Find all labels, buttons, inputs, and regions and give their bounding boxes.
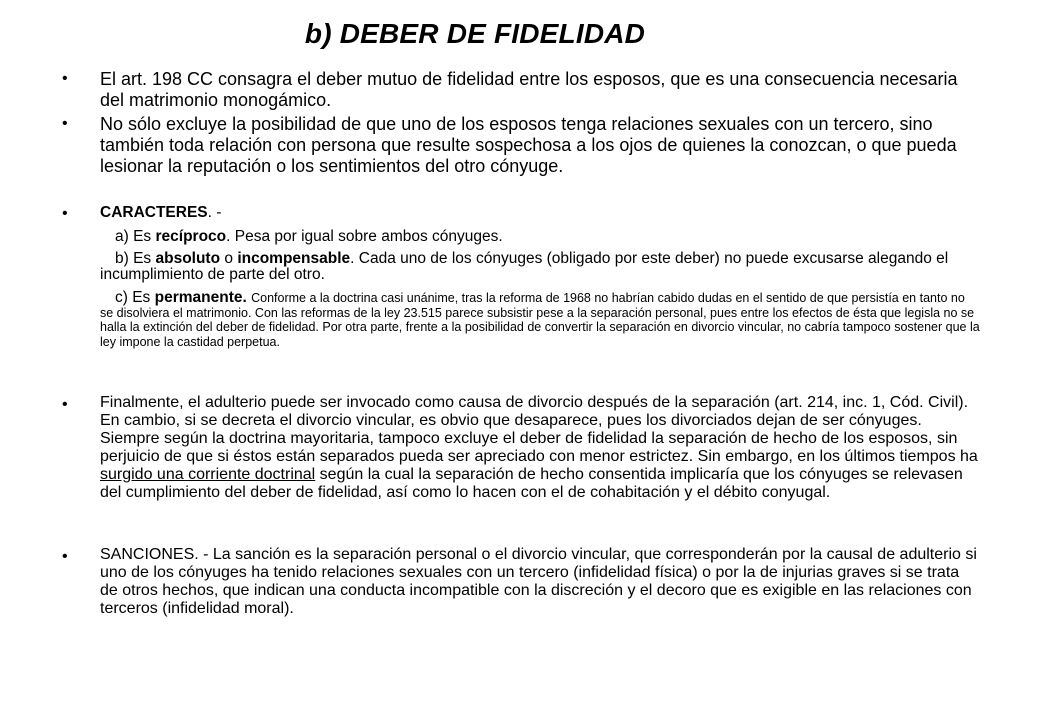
caracter-a xyxy=(100,229,995,245)
paragraph-adulterio-text: Finalmente, el adulterio puede ser invocado como causa de divorcio después de la separación (art. 214, inc. 1, Cód. Civil). En cambio, si se decreta el divorcio vincular, es obvio que desaparece, pues los divorciados dejan de ser cónyuges. Siempre según la doctrina mayoritaria, tampoco excluye el deber de fidelidad la separación de hecho de los esposos, sin perjuicio de que si éstos están separados pueda ser apreciado con menor estrictez. Sin embargo, en los últimos tiempos ha xyxy=(100,394,978,465)
caracter-c-text: Conforme a la doctrina casi unánime, tras la reforma de 1968 no habrían cabido dudas en el sentido de que persistía en tanto no se disolviera el matrimonio. Con las reformas de la ley 23.515 parece subsistir pese a la separación personal, pues entre los efectos de ésta que legisla no se halla la extinción del deber de fidelidad. Por otra parte, frente a la posibilidad de convertir la separación en divorcio vincular, no cabría tampoco sostener que la ley impone la castidad perpetua. xyxy=(100,291,980,349)
paragraph-adulterio-text-end: según la cual la separación de hecho consentida implicaría que los cónyuges se relevasen del cumplimiento del deber de fidelidad, así como lo hacen con el de cohabitación y el débito conyugal. xyxy=(100,466,963,501)
caracter-b-mid: o xyxy=(220,250,238,267)
caracter-c xyxy=(100,291,980,349)
caracteres-heading-suffix: . - xyxy=(207,204,222,221)
bullet-marker: • xyxy=(62,205,68,222)
paragraph-fidelity-scope: No sólo excluye la posibilidad de que uno de los esposos tenga relaciones sexuales con un tercero, sino también toda relación con persona que resulte sospechosa a los ojos de quienes la conozcan, o que pueda lesionar la reputación o los sentimientos del otro cónyuge. xyxy=(100,114,957,176)
bullet-marker: • xyxy=(62,396,68,413)
caracter-b-bold-incompensable: incompensable xyxy=(237,250,351,267)
bullet-marker: • xyxy=(62,548,68,565)
caracter-c-prefix: c) Es xyxy=(115,289,155,306)
caracteres-heading xyxy=(100,205,980,221)
paragraph-fidelity-definition: El art. 198 CC consagra el deber mutuo de fidelidad entre los esposos, que es una consecuencia necesaria del matrimonio monogámico. xyxy=(100,69,958,110)
caracter-b-text: . Cada uno de los cónyuges (obligado por este deber) no puede excusarse alegando el incumplimiento de parte del otro. xyxy=(100,250,949,283)
caracter-b xyxy=(100,251,980,283)
paragraph-adulterio-underlined: surgido una corriente doctrinal xyxy=(100,466,316,483)
caracter-b-bold-absoluto: absoluto xyxy=(155,250,221,267)
paragraph-adulterio xyxy=(100,394,980,502)
caracteres-heading-text: CARACTERES xyxy=(100,204,208,221)
paragraph-sanciones: SANCIONES. - La sanción es la separación personal o el divorcio vincular, que corresponderán por la causal de adulterio si uno de los cónyuges ha tenido relaciones sexuales con un tercero (infidelidad física) o por la de injurias graves si se trata de otros hechos, que indican una conducta incompatible con la discreción y el decoro que es exigible en las relaciones con terceros (infidelidad moral). xyxy=(100,546,977,617)
caracter-a-text: . Pesa por igual sobre ambos cónyuges. xyxy=(226,228,503,245)
caracter-c-dot: . xyxy=(242,289,252,306)
bullet-marker: • xyxy=(62,115,68,132)
caracter-c-bold: permanente xyxy=(154,289,243,306)
caracter-a-prefix: a) Es xyxy=(115,228,156,245)
bullet-marker: • xyxy=(62,70,68,87)
caracter-a-bold: recíproco xyxy=(155,228,227,245)
slide-title: b) DEBER DE FIDELIDAD xyxy=(304,18,646,49)
caracter-b-prefix: b) Es xyxy=(115,250,156,267)
